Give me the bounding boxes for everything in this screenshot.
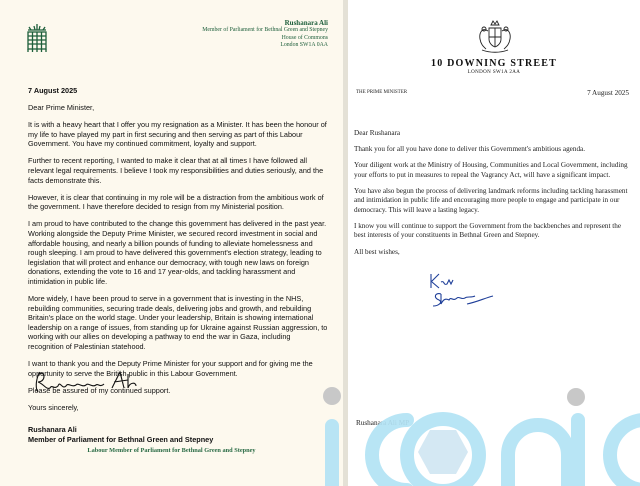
letter-body (354, 129, 632, 264)
royal-coat-of-arms-icon (474, 19, 516, 55)
portcullis-icon (25, 23, 49, 53)
letter-date: 7 August 2025 (587, 89, 629, 97)
paragraph: Your diligent work at the Ministry of Housing, Communities and Local Government, including your efforts to put in measures to repeal the Vagrancy Act, will have a significant impact. (354, 161, 628, 179)
letterhead (202, 19, 328, 50)
closing: Yours sincerely, (28, 402, 79, 412)
signatory-role: Member of Parliament for Bethnal Green and Stepney (28, 434, 214, 444)
paragraph: I know you will continue to support the Government from the backbenches and represent the best interests of your constituents in Bethnal Green and Stepney. (354, 222, 622, 240)
paragraph: I want to thank you and the Deputy Prime Minister for your support and for giving me the opportunity to serve the British public in this Labour Government. (28, 359, 313, 378)
paragraph: It is with a heavy heart that I offer you my resignation as a Minister. It has been the honour of my life to have played my part in first securing and then serving as part of this Labour Government. You have my continued commitment, loyalty and support. (28, 120, 327, 149)
paragraph: More widely, I have been proud to serve in a government that is investing in the NHS, rebuilding communities, securing trade deals, delivering jobs and growth, and rebuilding Britain's place on the world stage. Under your leadership, Britain is showing international leadership on a range of issues, from standing up for Ukraine against Russian aggression, to working with our allies on developing a pathway to end the war in Gaza, including recognition of Palestinian statehood. (28, 294, 328, 352)
address-line: LONDON SW1A 2AA (467, 70, 521, 75)
recipient-name: Rushanara Ali MP (356, 419, 410, 427)
paragraph: Further to recent reporting, I wanted to make it clear that at all times I have followed all relevant legal requirements. I believe I took my responsibilities and duties seriously, and the facts demonstrate this. (28, 156, 324, 185)
salutation: Dear Rushanara (354, 129, 401, 137)
address: London SW1A 0AA (280, 42, 328, 49)
letter-footer: Labour Member of Parliament for Bethnal Green and Stepney (87, 447, 256, 454)
paragraph: Please be assured of my continued support. (28, 385, 171, 395)
signature-keir-starmer (427, 270, 507, 310)
salutation: Dear Prime Minister, (28, 103, 95, 113)
paragraph: Thank you for all you have done to deliver this Government's ambitious agenda. (354, 145, 586, 154)
closing: All best wishes, (354, 247, 400, 256)
house: House of Commons (281, 34, 328, 41)
letter-date: 7 August 2025 (28, 86, 78, 95)
reply-letter (348, 0, 640, 486)
signatory-name: Rushanara Ali (28, 425, 77, 434)
paragraph: I am proud to have contributed to the change this government has delivered in the past year. Working alongside the Deputy Prime Minister, we secured record investment in social and affordable housing, and nearly a billion pounds of funding to alleviate homelessness and rough sleeping. I am proud to have delivered this government's election strategy, leading to legislation that will protect and enhance our democracy, with tough new laws on foreign donations, extending the vote to 16 and 17 year-olds, and tackling harassment and intimidation in public life. (28, 219, 327, 286)
mp-name: Rushanara Ali (284, 19, 328, 27)
signature-rushanara-ali (32, 368, 142, 398)
address-title: 10 DOWNING STREET (431, 58, 557, 69)
signatory (28, 425, 213, 444)
mp-role: Member of Parliament for Bethnal Green and Stepney (202, 27, 328, 33)
sender-title: THE PRIME MINISTER (356, 90, 408, 95)
paragraph: You have also begun the process of delivering landmark reforms including tackling harassment and intimidation in public life and encouraging more people to engage and participate in our democracy. This will leave a lasting legacy. (354, 187, 628, 214)
paragraph: However, it is clear that continuing in my role will be a distraction from the ambitious work of the government. I have therefore decided to resign from my Ministerial position. (28, 192, 324, 212)
